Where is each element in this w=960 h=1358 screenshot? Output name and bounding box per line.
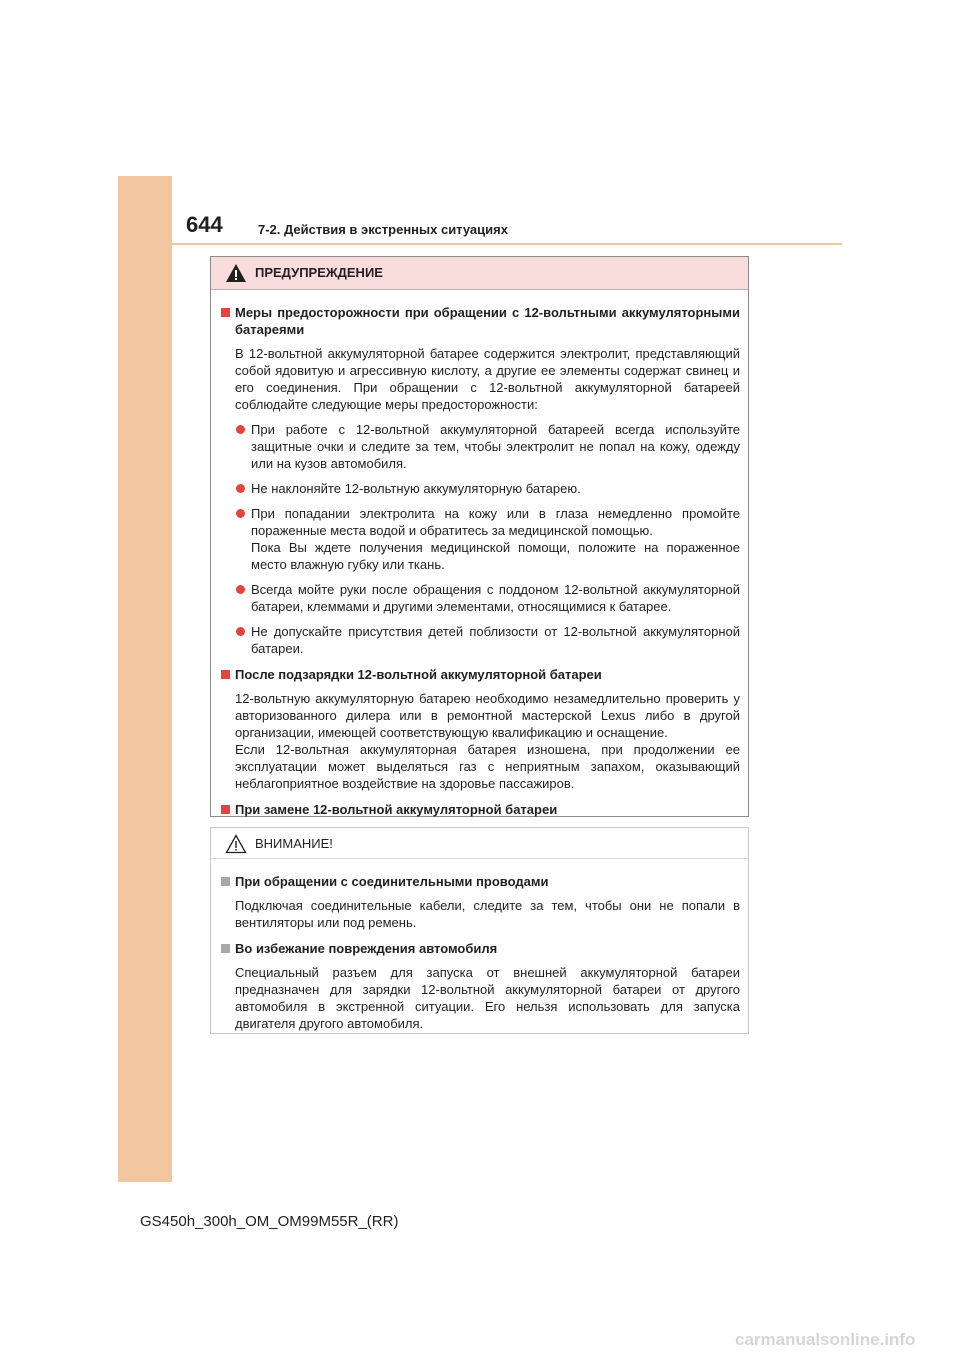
warning-heading-replacement: При замене 12-вольтной аккумуляторной батареи (221, 801, 740, 818)
bullet-text-continued: Пока Вы ждете получения медицинской помощи, положите на пораженное место влажную губку или ткань. (251, 540, 740, 572)
section-title: 7-2. Действия в экстренных ситуациях (258, 222, 508, 237)
warning-title: ПРЕДУПРЕЖДЕНИЕ (255, 265, 383, 280)
warning-bullet: Всегда мойте руки после обращения с поддоном 12-вольтной аккумуляторной батареи, клеммами и другими элементами, относящимися к батарее. (235, 581, 740, 615)
caution-paragraph: Подключая соединительные кабели, следите за тем, чтобы они не попали в вентиляторы или под ремень. (235, 898, 740, 930)
caution-title: ВНИМАНИЕ! (255, 836, 333, 851)
paragraph-text: Если 12-вольтная аккумуляторная батарея изношена, при продолжении ее эксплуатации может выделяться газ с неприятным запахом, оказывающий неблагоприятное воздействие на здоровье пассажиров. (235, 742, 740, 791)
caution-heading-cables: При обращении с соединительными проводами (221, 873, 740, 890)
warning-heading-battery-handling: Меры предосторожности при обращении с 12-вольтными аккумуляторными батареями (221, 304, 740, 338)
warning-body (211, 290, 748, 842)
page-number: 644 (186, 212, 223, 237)
caution-box (210, 827, 749, 1034)
caution-triangle-icon (225, 834, 247, 854)
caution-paragraph: Специальный разъем для запуска от внешней аккумуляторной батареи предназначен для зарядки 12-вольтной аккумуляторной батареи от другого автомобиля в экстренной ситуации. Его нельзя использовать для запуска двигателя другого автомобиля. (235, 965, 740, 1031)
warning-bullet (235, 505, 740, 573)
warning-header (211, 257, 748, 290)
warning-box (210, 256, 749, 817)
caution-body (211, 859, 748, 1032)
warning-bullet: Не наклоняйте 12-вольтную аккумуляторную батарею. (235, 480, 740, 497)
warning-heading-after-charging: После подзарядки 12-вольтной аккумуляторной батареи (221, 666, 740, 683)
warning-paragraph: В 12-вольтной аккумуляторной батарее содержится электролит, представляющий собой ядовитую и агрессивную кислоту, а другие ее элементы содержат свинец и его соединения. При обращении с 12-вольтной аккумуляторной батареей соблюдайте следующие меры предосторожности: (235, 346, 740, 412)
warning-triangle-icon (225, 263, 247, 283)
side-color-strip (118, 176, 172, 1182)
bullet-text: При попадании электролита на кожу или в глаза немедленно промойте пораженные места водой и обратитесь за медицинской помощью. (251, 506, 740, 538)
paragraph-text: 12-вольтную аккумуляторную батарею необходимо незамедлительно проверить у авторизованного дилера или в ремонтной мастерской Lexus либо в другой организации, имеющей соответствующую квалификацию и оснащение. (235, 691, 740, 740)
header-divider (172, 243, 842, 245)
warning-bullet: При работе с 12-вольтной аккумуляторной батареей всегда используйте защитные очки и следите за тем, чтобы электролит не попал на кожу, одежду или на кузов автомобиля. (235, 421, 740, 472)
warning-bullet: Не допускайте присутствия детей поблизости от 12-вольтной аккумуляторной батареи. (235, 623, 740, 657)
document-code-footer: GS450h_300h_OM_OM99M55R_(RR) (140, 1213, 399, 1230)
caution-heading-damage: Во избежание повреждения автомобиля (221, 940, 740, 957)
caution-header (211, 828, 748, 859)
warning-paragraph (235, 690, 740, 792)
site-watermark: carmanualsonline.info (735, 1330, 916, 1349)
